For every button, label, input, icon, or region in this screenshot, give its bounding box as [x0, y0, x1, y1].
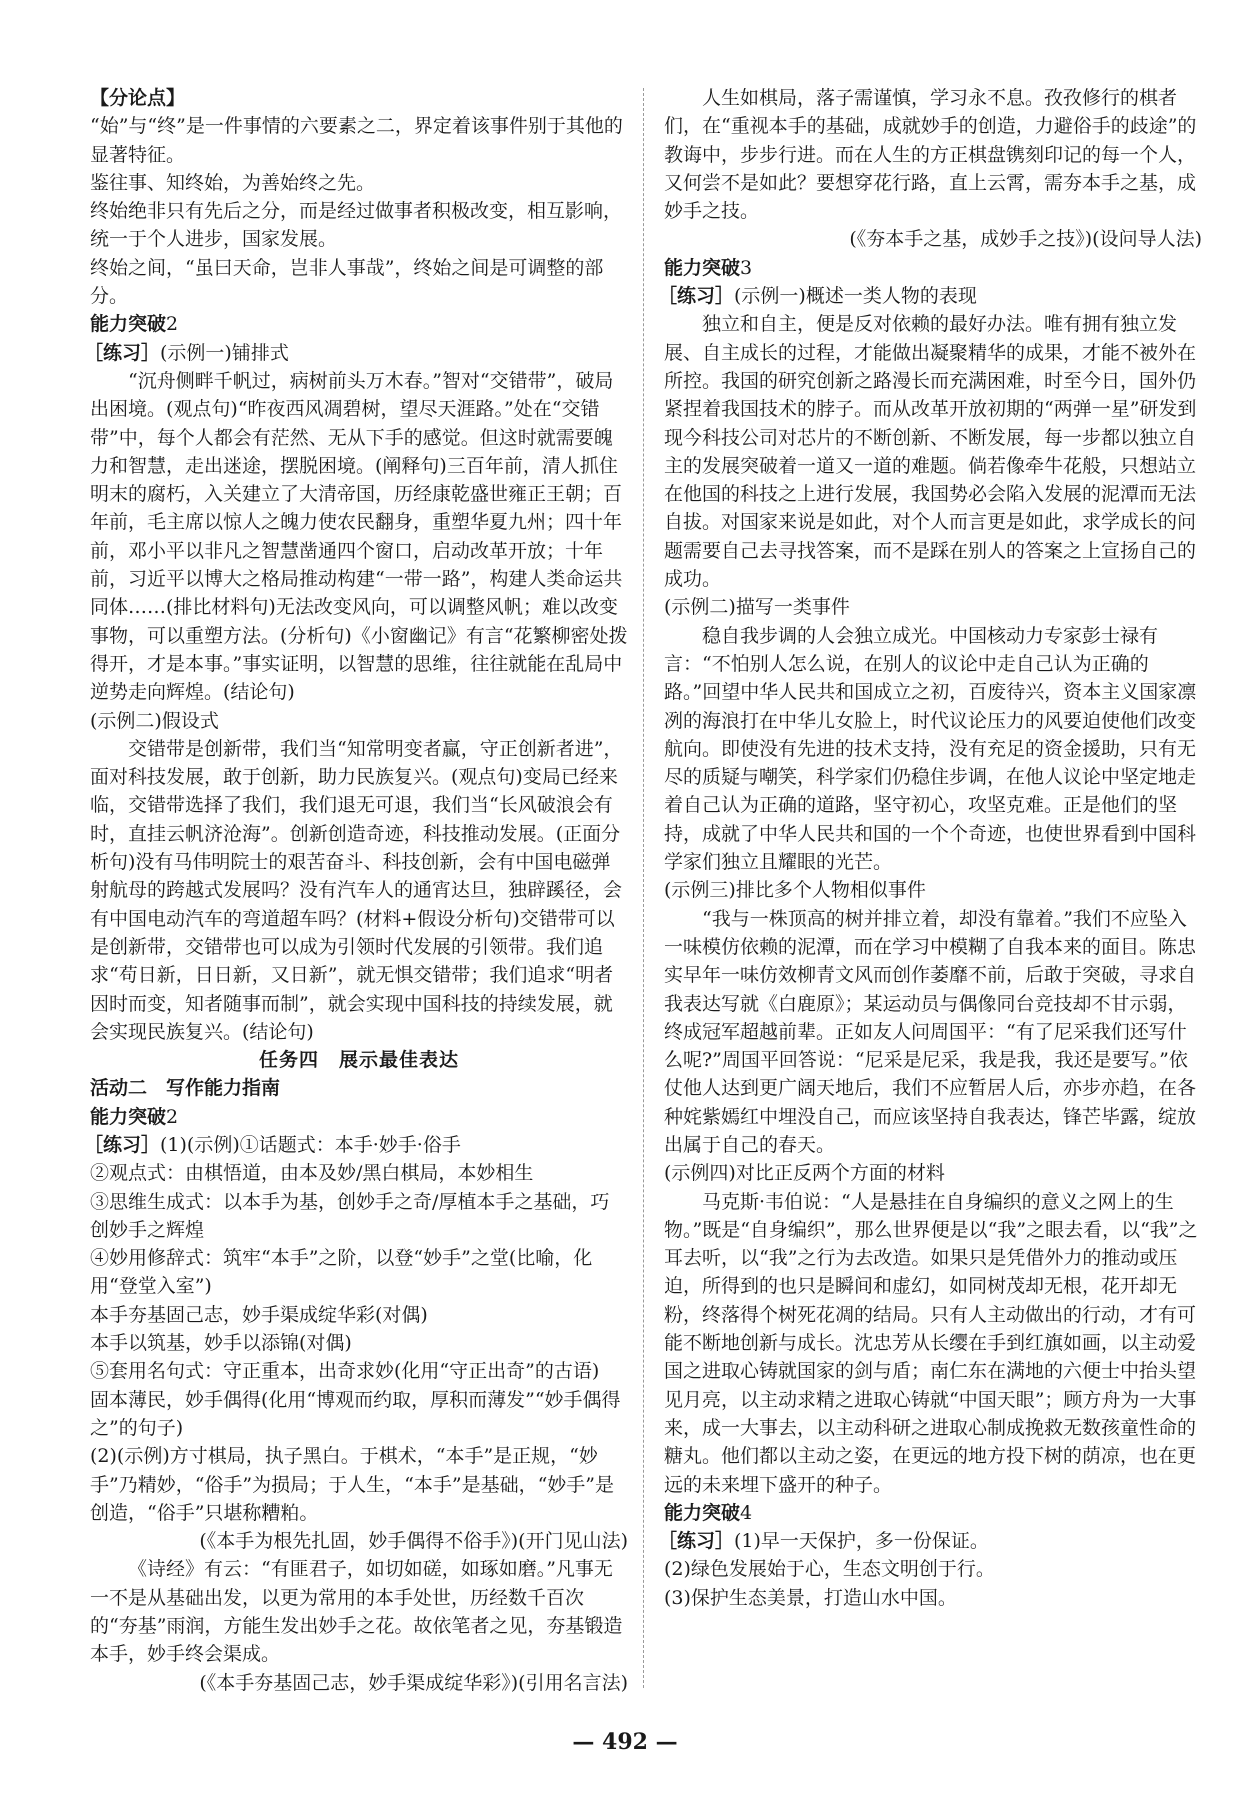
list-item: (1)(示例)①话题式：本手·妙手·俗手 — [160, 1133, 461, 1156]
example-text: 稳自我步调的人会独立成光。中国核动力专家彭士禄有言：“不怕别人怎么说，在别人的议论中走自己认为正确的路。”回望中华人民共和国成立之初，百废待兴，资本主义国家凛冽的海浪打在中华儿女脸上，时代议论压力的风要迫使他们改变航向。即使没有先进的技术支持，没有充足的资金援助，只有无尽的质疑与嘲笑，科学家们仍稳住步调，在他人议论中坚定地走着自己认为正确的道路，坚守初心，攻坚克难。正是他们的坚持，成就了中华人民共和国的一个个奇迹，也使世界看到中国科学家们独立且耀眼的光芒。 — [664, 624, 1197, 874]
source-citation: (《本手夯基固己志，妙手渠成绽华彩》)(引用名言法) — [199, 1671, 628, 1694]
paragraph: 人生如棋局，落子需谨慎，学习永不息。孜孜修行的棋者们，在“重视本手的基础，成就妙手的创造，力避俗手的歧途”的教诲中，步步行进。而在人生的方正棋盘镌刻印记的每一个人，又何尝不是如此？要想穿花行路，直上云霄，需夯本手之基，成妙手之技。 — [664, 87, 1197, 223]
example-text: 交错带是创新带，我们当“知常明变者赢，守正创新者进”，面对科技发展，敢于创新，助力民族复兴。(观点句)变局已经来临，交错带选择了我们，我们退无可退，我们当“长风破浪会有时，直挂云帆济沧海”。创新创造奇迹，科技推动发展。(正面分析句)没有马伟明院士的艰苦奋斗、科技创新，会有中国电磁弹射航母的跨越式发展吗？没有汽车人的通宵达旦，独辟蹊径，会有中国电动汽车的弯道超车吗？(材料+假设分析句)交错带可以是创新带，交错带也可以成为引领时代发展的引领带。我们追求“苟日新，日日新，又日新”，就无惧交错带；我们追求“明者因时而变，知者随事而制”，就会实现中国科技的持续发展，就会实现民族复兴。(结论句) — [90, 737, 623, 1043]
exercise-label: ［练习］ — [658, 1530, 735, 1553]
example-title: (示例二)描写一类事件 — [664, 596, 850, 619]
activity-heading: 活动二 写作能力指南 — [90, 1077, 281, 1100]
section-number: 2 — [166, 313, 179, 336]
section-heading-text: 能力突破 — [90, 1105, 167, 1128]
list-item: (2)(示例)方寸棋局，执子黑白。于棋术，“本手”是正规，“妙手”乃精妙，“俗手”为损局；于人生，“本手”是基础，“妙手”是创造，“俗手”只堪称糟粕。 — [90, 1445, 614, 1524]
exercise-label: ［练习］ — [84, 341, 161, 364]
page-number: — 492 — — [572, 1729, 678, 1755]
section-heading-text: 能力突破 — [664, 256, 741, 279]
list-item: ②观点式：由棋悟道，由本及妙/黑白棋局，本妙相生 — [90, 1162, 534, 1185]
section-number: 2 — [166, 1105, 179, 1128]
exercise-label: ［练习］ — [84, 1133, 161, 1156]
example-title: (示例四)对比正反两个方面的材料 — [664, 1162, 945, 1185]
section-number: 4 — [740, 1501, 753, 1524]
example-title: (示例一)铺排式 — [160, 341, 289, 364]
subsection-heading: 【分论点】 — [90, 87, 186, 109]
list-item: (1)早一天保护，多一份保证。 — [734, 1530, 989, 1553]
section-number: 3 — [740, 256, 753, 279]
paragraph: 《诗经》有云：“有匪君子，如切如磋，如琢如磨。”凡事无一不是从基础出发，以更为常用的本手处世，历经数千百次的“夯基”雨润，方能生发出妙手之花。故依笔者之见，夯基锻造本手，妙手终会渠成。 — [90, 1558, 623, 1666]
paragraph: 终始之间，“虽曰天命，岂非人事哉”，终始之间是可调整的部分。 — [90, 256, 604, 308]
list-item: ③思维生成式：以本手为基，创妙手之奇/厚植本手之基础，巧创妙手之辉煌 — [90, 1190, 610, 1241]
paragraph: 鉴往事、知终始，为善始终之先。 — [90, 171, 376, 194]
column-divider — [643, 88, 644, 1688]
example-title: (示例二)假设式 — [90, 709, 219, 732]
section-heading-text: 能力突破 — [90, 313, 167, 336]
example-text: “我与一株顶高的树并排立着，却没有靠着。”我们不应坠入一味模仿依赖的泥潭，而在学习中模糊了自我本来的面目。陈忠实早年一味仿效柳青文风而创作萎靡不前，后敢于突破，寻求自我表达写就《白鹿原》；某运动员与偶像同台竞技却不甘示弱，终成冠军超越前辈。正如友人问周国平：“有了尼采我们还写什么呢?”周国平回答说：“尼采是尼采，我是我，我还是要写。”依仗他人达到更广阔天地后，我们不应暂居人后，亦步亦趋，在各种姹紫嫣红中埋没自己，而应该坚持自我表达，锋芒毕露，绽放出属于自己的春天。 — [664, 907, 1197, 1156]
list-item: 本手以筑基，妙手以添锦(对偶) — [90, 1332, 352, 1355]
exercise-line — [84, 339, 628, 367]
exercise-line — [658, 282, 1202, 310]
example-text: 独立和自主，便是反对依赖的最好办法。唯有拥有独立发展、自主成长的过程，才能做出凝聚精华的成果，才能不被外在所控。我国的研究创新之路漫长而充满困难，时至今日，国外仍紧捏着我国技术的脖子。而从改革开放初期的“两弹一星”研发到现今科技公司对芯片的不断创新、不断发展，每一步都以独立自主的发展突破着一道又一道的难题。倘若像牵牛花般，只想站立在他国的科技之上进行发展，我国势必会陷入发展的泥潭而无法自拔。对国家来说是如此，对个人而言更是如此，求学成长的问题需要自己去寻找答案，而不是踩在别人的答案之上宣扬自己的成功。 — [664, 313, 1197, 591]
right-column — [658, 84, 1202, 1612]
example-title: (示例一)概述一类人物的表现 — [734, 285, 977, 308]
source-citation: (《夯本手之基，成妙手之技》)(设问导人法) — [849, 228, 1202, 251]
list-item: 本手夯基固己志，妙手渠成绽华彩(对偶) — [90, 1303, 428, 1326]
paragraph: “始”与“终”是一件事情的六要素之二，界定着该事件别于其他的显著特征。 — [90, 115, 623, 166]
list-item: ⑤套用名句式：守正重本，出奇求妙(化用“守正出奇”的古语) — [90, 1360, 600, 1383]
example-title: (示例三)排比多个人物相似事件 — [664, 879, 926, 902]
exercise-label: ［练习］ — [658, 285, 735, 308]
list-item: (3)保护生态美景，打造山水中国。 — [664, 1586, 957, 1609]
example-text: 马克斯·韦伯说：“人是悬挂在自身编织的意义之网上的生物。”既是“自身编织”，那么世界便是以“我”之眼去看，以“我”之耳去听，以“我”之行为去改造。如果只是凭借外力的推动或压迫，所得到的也只是瞬间和虚幻，如同树茂却无根，花开却无粉，终落得个树死花凋的结局。只有人主动做出的行动，才有可能不断地创新与成长。沈忠芳从长缨在手到红旗如画，以主动爱国之进取心铸就国家的剑与盾；南仁东在满地的六便士中抬头望见月亮，以主动求精之进取心铸就“中国天眼”；顾方舟为一大事来，成一大事去，以主动科研之进取心制成挽救无数孩童性命的糖丸。他们都以主动之姿，在更远的地方投下树的荫凉，也在更远的未来埋下盛开的种子。 — [664, 1190, 1198, 1496]
section-heading — [664, 1499, 1202, 1527]
section-heading-text: 能力突破 — [664, 1501, 741, 1524]
exercise-line — [84, 1131, 628, 1159]
section-heading — [90, 1103, 628, 1131]
example-text: “沉舟侧畔千帆过，病树前头万木春。”智对“交错带”，破局出困境。(观点句)“昨夜西风凋碧树，望尽天涯路。”处在“交错带”中，每个人都会有茫然、无从下手的感觉。但这时就需要魄力和智慧，走出迷途，摆脱困境。(阐释句)三百年前，清人抓住明末的腐朽，入关建立了大清帝国，历经康乾盛世雍正王朝；百年前，毛主席以惊人之魄力使农民翻身，重塑华夏九州；四十年前，邓小平以非凡之智慧凿通四个窗口，启动改革开放；十年前，习近平以博大之格局推动构建“一带一路”，构建人类命运共同体……(排比材料句)无法改变风向，可以调整风帆；难以改变事物，可以重塑方法。(分析句)《小窗幽记》有言“花繁柳密处拨得开，才是本事。”事实证明，以智慧的思维，往往就能在乱局中逆势走向辉煌。(结论句) — [90, 369, 628, 704]
paragraph: 终始绝非只有先后之分，而是经过做事者积极改变，相互影响，统一于个人进步，国家发展。 — [90, 200, 623, 251]
task-title: 任务四 展示最佳表达 — [258, 1049, 459, 1072]
source-citation: (《本手为根先扎固，妙手偶得不俗手》)(开门见山法) — [199, 1530, 628, 1553]
exercise-line — [658, 1527, 1202, 1555]
list-item: ④妙用修辞式：筑牢“本手”之阶，以登“妙手”之堂(比喻，化用“登堂入室”) — [90, 1247, 593, 1298]
left-column — [84, 84, 628, 1697]
list-item: 固本薄民，妙手偶得(化用“博观而约取，厚积而薄发”“妙手偶得之”的句子) — [90, 1388, 621, 1439]
list-item: (2)绿色发展始于心，生态文明创于行。 — [664, 1558, 995, 1581]
section-heading — [90, 310, 628, 338]
section-heading — [664, 254, 1202, 282]
